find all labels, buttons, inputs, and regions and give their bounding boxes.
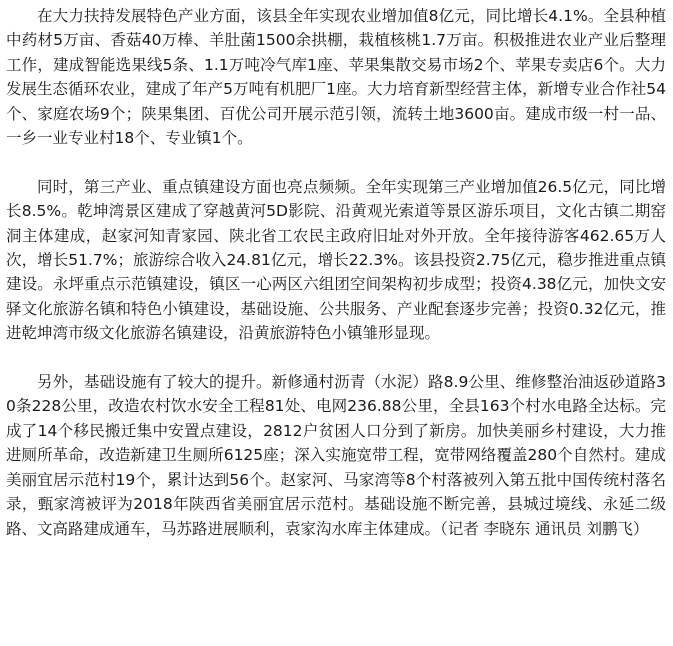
article-body [6,4,666,541]
paragraph-agriculture: 在大力扶持发展特色产业方面，该县全年实现农业增加值8亿元，同比增长4.1%。全县种植中药材5万亩、香菇40万棒、羊肚菌1500余拱棚，栽植核桃1.7万亩。积极推进农业产业后整理工作，建成智能选果线5条、1.1万吨冷气库1座、苹果集散交易市场2个、苹果专卖店6个。大力发展生态循环农业，建成了年产5万吨有机肥厂1座。大力培育新型经营主体，新增专业合作社54个、家庭农场9个；陕果集团、百优公司开展示范引领，流转土地3600亩。建成市级一村一品、一乡一业专业村18个、专业镇1个。 [6,7,666,148]
paragraph-infrastructure: 另外，基础设施有了较大的提升。新修通村沥青（水泥）路8.9公里、维修整治油返砂道路30条228公里，改造农村饮水安全工程81处、电网236.88公里，全县163个村水电路全达标。完成了14个移民搬迁集中安置点建设，2812户贫困人口分到了新房。加快美丽乡村建设，大力推进厕所革命，改造新建卫生厕所6125座；深入实施宽带工程，宽带网络覆盖280个自然村。建成美丽宜居示范村19个，累计达到56个。赵家河、马家湾等8个村落被列入第五批中国传统村落名录，甄家湾被评为2018年陕西省美丽宜居示范村。基础设施不断完善，县城过境线、永延二级路、文高路建成通车，马苏路进展顺利，袁家沟水库主体建成。（记者 李晓东 通讯员 刘鹏飞） [6,373,666,538]
paragraph-tertiary-industry: 同时，第三产业、重点镇建设方面也亮点频频。全年实现第三产业增加值26.5亿元，同比增长8.5%。乾坤湾景区建成了穿越黄河5D影院、沿黄观光索道等景区游乐项目，文化古镇二期窑洞主体建成，赵家河知青家园、陕北省工农民主政府旧址对外开放。全年接待游客462.65万人次，增长51.7%；旅游综合收入24.81亿元，增长22.3%。该县投资2.75亿元，稳步推进重点镇建设。永坪重点示范镇建设，镇区一心两区六组团空间架构初步成型；投资4.38亿元，加快文安驿文化旅游名镇和特色小镇建设，基础设施、公共服务、产业配套逐步完善；投资0.32亿元，推进乾坤湾市级文化旅游名镇建设，沿黄旅游特色小镇雏形显现。 [6,177,666,343]
